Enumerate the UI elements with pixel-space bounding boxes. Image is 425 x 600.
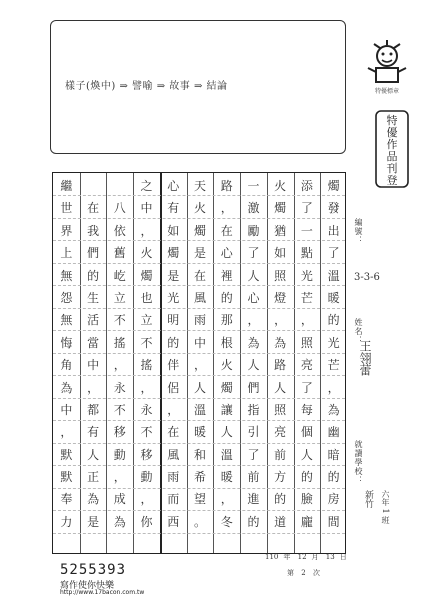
grid-char: 照 [274,268,287,283]
grid-char: 間 [327,514,340,529]
grid-char: 暗 [327,447,340,462]
grid-column-line [320,173,321,553]
grid-char: 有 [87,425,100,440]
grid-char: 繼 [60,179,73,193]
grid-char: 西 [167,514,180,529]
grid-char: 都 [87,402,100,417]
grid-char: 人 [300,447,313,462]
grid-char: ， [113,358,126,373]
grid-char: 中 [87,358,100,373]
award-stamp [375,110,409,188]
grid-char: 在 [87,201,100,216]
grid-char: ， [60,425,73,440]
grid-char: 立 [140,313,153,328]
grid-char: 出 [327,223,340,238]
page-value: 2 [301,569,306,577]
grid-char: 和 [193,447,206,462]
page-label: 第 [287,569,294,577]
grid-char: 希 [193,470,206,485]
grid-char: 為 [274,335,287,350]
grid-char: 前 [274,447,287,462]
text-column [189,175,212,533]
number-value: 3-3-6 [354,272,380,283]
grid-char: 是 [167,268,180,283]
grid-char: ， [220,201,233,216]
grid-char: 無 [60,313,73,328]
grid-char: 照 [274,402,287,417]
text-column [242,175,265,533]
grid-char: 溫 [220,447,233,462]
mascot-logo [362,38,412,92]
grid-char: 芒 [300,290,313,305]
grid-char: 不 [113,313,126,328]
grid-char: 人 [87,447,100,462]
grid-char: 光 [167,290,180,305]
grid-char: 火 [193,201,206,216]
grid-char: 依 [113,223,126,238]
text-column [269,175,292,533]
barcode-number: 5255393 [60,562,127,578]
grid-char: 永 [140,402,153,417]
grid-char: 移 [140,447,153,462]
page-unit: 次 [312,569,320,577]
grid-char: 在 [220,223,233,238]
grid-char: 猶 [274,223,287,238]
grid-char: 移 [113,425,126,440]
grid-column-line [240,173,241,553]
grid-char: 臉 [300,492,313,507]
grid-char: 路 [274,358,287,373]
number-label: 編號： [354,218,363,245]
grid-char: ， [327,380,340,395]
brand-name: 寫作使你快樂 [60,581,115,591]
date-month: 12 [297,553,307,561]
grid-column-line [213,173,214,553]
grid-char: 為 [87,492,100,507]
grid-char: 你 [140,514,153,529]
grid-char: 們 [87,246,100,261]
grid-char: 當 [87,335,100,350]
grid-char: 風 [193,290,206,305]
name-value: 王翎蕾 [358,340,372,376]
grid-char: 明 [167,313,180,328]
grid-char: 人 [247,358,260,373]
grid-char: 路 [220,179,233,193]
grid-char: 暖 [220,470,233,485]
grid-char: 默 [60,447,73,462]
grid-char: 望 [193,492,206,507]
grid-char: 世 [60,201,73,216]
grid-char: 那 [220,313,233,328]
grid-char: 前 [247,470,260,485]
writing-grid [52,172,346,554]
date-day: 13 [325,553,335,561]
grid-char: ， [300,313,313,328]
grid-char: 角 [60,358,73,373]
grid-char: 照 [300,335,313,350]
submission-date [265,552,352,562]
grid-char: 的 [327,470,340,485]
grid-char: 我 [87,223,100,238]
grid-char: 的 [87,268,100,283]
grid-char: ， [140,492,153,507]
grid-char: 冬 [220,514,233,529]
grid-char: 發 [327,201,340,216]
grid-char: 為 [60,380,73,395]
grid-char: 屹 [113,268,126,283]
grid-char: 一 [300,223,313,238]
grade-value: 六年 1 班 [381,490,390,525]
grid-char: ， [140,223,153,238]
grid-char: 中 [60,402,73,417]
grid-char: 的 [247,514,260,529]
grid-char: 如 [167,223,180,238]
grid-char: 個 [300,425,313,440]
date-day-unit: 日 [339,553,347,561]
grid-char: 的 [327,313,340,328]
grid-char: 火 [274,179,287,193]
text-column [108,175,131,533]
grid-char: 不 [113,402,126,417]
grid-char: 舊 [113,246,126,261]
grid-char: 八 [113,201,126,216]
stamp-char: 登 [386,174,398,187]
grid-char: 有 [167,201,180,216]
stamp-char: 作 [386,138,398,151]
grid-char: 暖 [327,290,340,305]
grid-char: 如 [274,246,287,261]
grid-char: 勵 [247,223,260,238]
grid-char: 人 [193,380,206,395]
grid-column-line [106,173,107,553]
submission-count [287,568,325,578]
grid-char: 也 [140,290,153,305]
grid-char: 燭 [327,179,340,193]
grid-char: 奉 [60,492,73,507]
grid-char: 界 [60,223,73,238]
grid-char: 燭 [167,246,180,261]
grid-column-line [267,173,268,553]
grid-char: 光 [327,335,340,350]
text-column [162,175,185,533]
grid-char: 了 [327,246,340,261]
grid-char: 燭 [220,380,233,395]
grid-char: 了 [247,246,260,261]
stamp-char: 優 [386,126,398,139]
school-label: 就讀學校： [354,440,363,485]
grid-char: 的 [274,492,287,507]
grid-column-line [133,173,134,553]
grid-char: 道 [274,514,287,529]
grid-column-line [294,173,295,553]
grid-char: 為 [247,335,260,350]
outline-text: 樣子(煥中) ⇒ 譬喻 ⇒ 故事 ⇒ 結論 [65,81,228,92]
grid-char: 火 [140,246,153,261]
grid-char: 為 [327,402,340,417]
grid-char: 人 [274,380,287,395]
grid-char: 中 [140,201,153,216]
grid-char: 是 [193,246,206,261]
grid-char: 生 [87,290,100,305]
text-column [215,175,238,533]
grid-char: ， [87,380,100,395]
grid-char: 激 [247,201,260,216]
logo-caption: 特優標章 [374,88,399,95]
grid-char: 風 [167,447,180,462]
stamp-char: 特 [386,114,398,127]
grid-char: 的 [167,335,180,350]
grid-char: 正 [87,470,100,485]
grid-char: 而 [167,492,180,507]
grid-char: 添 [300,179,313,193]
grid-char: 每 [300,402,313,417]
date-month-unit: 月 [311,553,319,561]
grid-char: 的 [300,470,313,485]
grid-char: 心 [167,179,180,193]
grid-char: 在 [193,268,206,283]
grid-char: 亮 [300,358,313,373]
grid-char: 永 [113,380,126,395]
text-column [135,175,158,533]
grid-char: 動 [140,470,153,485]
outline-box [50,20,346,154]
grid-char: ， [140,380,153,395]
grid-char: 根 [220,335,233,350]
stamp-char: 品 [386,150,398,163]
grid-char: ， [274,313,287,328]
grid-char: 不 [140,425,153,440]
grid-char: 是 [87,514,100,529]
name-label: 姓名： [354,318,363,345]
grid-char: 不 [140,335,153,350]
grid-char: 在 [167,425,180,440]
grid-char: 默 [60,470,73,485]
grid-char: 房 [327,492,340,507]
grid-char: 心 [220,246,233,261]
grid-char: ， [193,358,206,373]
grid-char: 火 [220,358,233,373]
grid-char: 裡 [220,268,233,283]
school-value: 新竹 [363,490,373,508]
grid-char: 讓 [220,402,233,417]
grid-char: ， [247,313,260,328]
grid-char: 中 [193,335,206,350]
grid-char: 們 [247,380,260,395]
grid-char: 燭 [274,201,287,216]
grid-char: 燭 [140,268,153,283]
grid-char: 幽 [327,425,340,440]
grid-char: 無 [60,268,73,283]
brand-url: http://www.17bacon.com.tw [60,589,145,596]
grid-char: 伴 [167,358,180,373]
grid-char: 成 [113,492,126,507]
grid-char: 動 [113,447,126,462]
grid-char: 暖 [193,425,206,440]
grid-char: 了 [247,447,260,462]
date-year: 110 [265,553,279,561]
grid-char: 了 [300,201,313,216]
grid-char: 的 [220,290,233,305]
grid-char: 活 [87,313,100,328]
grid-column-line [80,173,81,553]
grid-char: 天 [193,179,206,193]
grid-char: 為 [113,514,126,529]
grid-char: 上 [60,246,73,261]
grid-char: 人 [247,268,260,283]
grid-char: 了 [300,380,313,395]
grid-char: 怨 [60,290,73,305]
grid-char: 雨 [193,313,206,328]
grid-char: 立 [113,290,126,305]
text-column [82,175,105,533]
grid-char: 搖 [140,358,153,373]
text-column [55,175,78,533]
grid-column-line [187,173,188,553]
grid-char: 人 [220,425,233,440]
grid-char: 燭 [193,223,206,238]
grid-char: 溫 [193,402,206,417]
grid-char: 雨 [167,470,180,485]
date-year-unit: 年 [283,553,291,561]
grid-char: ， [220,492,233,507]
text-column [295,175,318,533]
grid-char: ， [167,402,180,417]
grid-char: 亮 [274,425,287,440]
grid-char: 方 [274,470,287,485]
grid-char: 龐 [300,514,313,529]
grid-char: 芒 [327,358,340,373]
grid-char: 。 [193,514,206,529]
text-column [322,175,345,533]
grid-char: 光 [300,268,313,283]
grid-char: 侶 [167,380,180,395]
grid-char: 力 [60,514,73,529]
grid-char: 搖 [113,335,126,350]
grid-char: 溫 [327,268,340,283]
stamp-char: 刊 [386,162,398,175]
grid-char: 心 [247,290,260,305]
grid-char: 點 [300,246,313,261]
grid-char: 指 [247,402,260,417]
grid-char: 進 [247,492,260,507]
grid-char: ， [113,470,126,485]
grid-char: 一 [247,179,260,193]
grid-char: 燈 [274,290,287,305]
grid-char: 之 [140,179,153,193]
grid-char: 引 [247,425,260,440]
grid-char: 悔 [60,335,73,350]
